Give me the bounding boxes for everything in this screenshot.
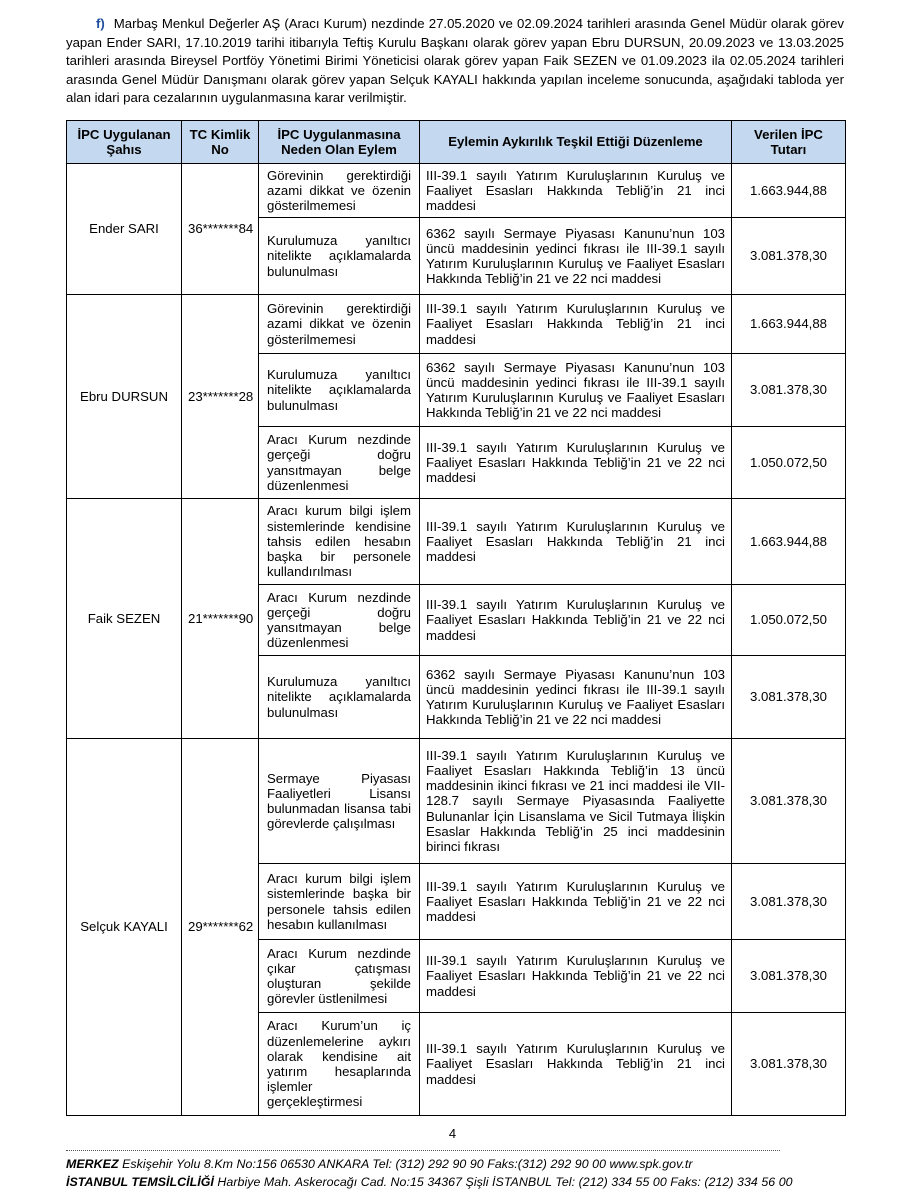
amount-cell: 3.081.378,30 xyxy=(732,940,846,1013)
header-regulation: Eylemin Aykırılık Teşkil Ettiği Düzenleme xyxy=(420,121,732,164)
header-action: İPC Uygulanmasına Neden Olan Eylem xyxy=(259,121,420,164)
item-marker: f) xyxy=(96,16,105,31)
action-cell: Aracı kurum bilgi işlem sistemlerinde başka bir personele tahsis edilen hesabın kullanılması xyxy=(259,864,420,940)
intro-text: Marbaş Menkul Değerler AŞ (Aracı Kurum) nezdinde 27.05.2020 ve 02.09.2024 tarihleri arasında Genel Müdür olarak görev yapan Ender SARI, 17.10.2019 tarihi itibarıyla Teftiş Kurulu Başkanı olarak görev yapan Ebru DURSUN, 20.09.2023 ve 13.03.2025 tarihleri arasında Bireysel Portföy Yönetimi Birimi Yöneticisi olarak görev yapan Faik SEZEN ve 01.09.2023 ila 02.05.2024 tarihleri arasında Genel Müdür Danışmanı olarak görev yapan Selçuk KAYALI hakkında yapılan inceleme sonucunda, aşağıdaki tabloda yer alan idari para cezalarının uygulanmasına karar verilmiştir. xyxy=(66,16,844,106)
regulation-cell: III-39.1 sayılı Yatırım Kuruluşlarının Kuruluş ve Faaliyet Esasları Hakkında Tebliğ’in 21 ve 22 nci maddesi xyxy=(420,427,732,499)
action-cell: Aracı Kurum nezdinde çıkar çatışması oluşturan şekilde görevler üstlenilmesi xyxy=(259,940,420,1013)
tc-number: 29*******62 xyxy=(182,739,259,1116)
footer-head-office-address: Eskişehir Yolu 8.Km No:156 06530 ANKARA Tel: (312) 292 90 90 Faks:(312) 292 90 00 www.spk.gov.tr xyxy=(118,1157,693,1171)
amount-cell: 3.081.378,30 xyxy=(732,739,846,864)
action-cell: Aracı kurum bilgi işlem sistemlerinde kendisine tahsis edilen hesabın başka bir personele kullandırılması xyxy=(259,499,420,585)
action-cell: Aracı Kurum nezdinde gerçeği doğru yansıtmayan belge düzenlenmesi xyxy=(259,585,420,656)
header-amount: Verilen İPC Tutarı xyxy=(732,121,846,164)
amount-cell: 1.050.072,50 xyxy=(732,585,846,656)
tc-number: 21*******90 xyxy=(182,499,259,739)
table-row xyxy=(67,499,846,585)
amount-cell: 3.081.378,30 xyxy=(732,354,846,427)
regulation-cell: III-39.1 sayılı Yatırım Kuruluşlarının Kuruluş ve Faaliyet Esasları Hakkında Tebliğ’in 21 inci maddesi xyxy=(420,164,732,218)
person-name: Ebru DURSUN xyxy=(67,295,182,499)
person-name: Faik SEZEN xyxy=(67,499,182,739)
action-cell: Kurulumuza yanıltıcı nitelikte açıklamalarda bulunulması xyxy=(259,354,420,427)
amount-cell: 1.663.944,88 xyxy=(732,499,846,585)
action-cell: Kurulumuza yanıltıcı nitelikte açıklamalarda bulunulması xyxy=(259,656,420,739)
regulation-cell: III-39.1 sayılı Yatırım Kuruluşlarının Kuruluş ve Faaliyet Esasları Hakkında Tebliğ’in 21 inci maddesi xyxy=(420,1013,732,1116)
regulation-cell: 6362 sayılı Sermaye Piyasası Kanunu’nun 103 üncü maddesinin yedinci fıkrası ile III-39.1 sayılı Yatırım Kuruluşlarının Kuruluş ve Faaliyet Esasları Hakkında Tebliğ’in 21 ve 22 nci maddesi xyxy=(420,354,732,427)
amount-cell: 1.663.944,88 xyxy=(732,164,846,218)
person-name: Ender SARI xyxy=(67,164,182,295)
footer-istanbul-office-label: İSTANBUL TEMSİLCİLİĞİ xyxy=(66,1175,214,1189)
action-cell: Kurulumuza yanıltıcı nitelikte açıklamalarda bulunulması xyxy=(259,218,420,295)
regulation-cell: III-39.1 sayılı Yatırım Kuruluşlarının Kuruluş ve Faaliyet Esasları Hakkında Tebliğ’in 21 ve 22 nci maddesi xyxy=(420,940,732,1013)
regulation-cell: 6362 sayılı Sermaye Piyasası Kanunu’nun 103 üncü maddesinin yedinci fıkrası ile III-39.1 sayılı Yatırım Kuruluşlarının Kuruluş ve Faaliyet Esasları Hakkında Tebliğ’in 21 ve 22 nci maddesi xyxy=(420,656,732,739)
footer-istanbul-office xyxy=(66,1175,793,1189)
amount-cell: 3.081.378,30 xyxy=(732,656,846,739)
regulation-cell: III-39.1 sayılı Yatırım Kuruluşlarının Kuruluş ve Faaliyet Esasları Hakkında Tebliğ’in 13 üncü maddesinin ikinci fıkrası ve 21 inci maddesi ile VII-128.7 sayılı Sermaye Piyasasında Faaliyette Bulunanlar İçin Lisanslama ve Sicil Tutmaya İlişkin Esaslar Hakkında Tebliğ’in 25 inci maddesinin birinci fıkrası xyxy=(420,739,732,864)
regulation-cell: 6362 sayılı Sermaye Piyasası Kanunu’nun 103 üncü maddesinin yedinci fıkrası ile III-39.1 sayılı Yatırım Kuruluşlarının Kuruluş ve Faaliyet Esasları Hakkında Tebliğ’in 21 ve 22 nci maddesi xyxy=(420,218,732,295)
table-header-row xyxy=(67,121,846,164)
footer-divider xyxy=(66,1150,780,1151)
regulation-cell: III-39.1 sayılı Yatırım Kuruluşlarının Kuruluş ve Faaliyet Esasları Hakkında Tebliğ’in 21 ve 22 nci maddesi xyxy=(420,864,732,940)
page-number: 4 xyxy=(448,1126,457,1141)
footer-head-office-label: MERKEZ xyxy=(66,1157,119,1171)
footer-head-office xyxy=(66,1157,693,1171)
regulation-cell: III-39.1 sayılı Yatırım Kuruluşlarının Kuruluş ve Faaliyet Esasları Hakkında Tebliğ’in 21 inci maddesi xyxy=(420,295,732,354)
amount-cell: 1.050.072,50 xyxy=(732,427,846,499)
action-cell: Sermaye Piyasası Faaliyetleri Lisansı bulunmadan lisansa tabi görevlerde çalışılması xyxy=(259,739,420,864)
amount-cell: 3.081.378,30 xyxy=(732,1013,846,1116)
table-row xyxy=(67,295,846,354)
amount-cell: 1.663.944,88 xyxy=(732,295,846,354)
regulation-cell: III-39.1 sayılı Yatırım Kuruluşlarının Kuruluş ve Faaliyet Esasları Hakkında Tebliğ’in 21 inci maddesi xyxy=(420,499,732,585)
penalty-table xyxy=(66,120,846,1116)
regulation-cell: III-39.1 sayılı Yatırım Kuruluşlarının Kuruluş ve Faaliyet Esasları Hakkında Tebliğ’in 21 ve 22 nci maddesi xyxy=(420,585,732,656)
person-name: Selçuk KAYALI xyxy=(67,739,182,1116)
table-row xyxy=(67,164,846,218)
action-cell: Aracı Kurum nezdinde gerçeği doğru yansıtmayan belge düzenlenmesi xyxy=(259,427,420,499)
amount-cell: 3.081.378,30 xyxy=(732,864,846,940)
table-row xyxy=(67,739,846,864)
action-cell: Görevinin gerektirdiği azami dikkat ve özenin gösterilmemesi xyxy=(259,295,420,354)
header-person: İPC Uygulanan Şahıs xyxy=(67,121,182,164)
intro-paragraph xyxy=(66,15,844,108)
amount-cell: 3.081.378,30 xyxy=(732,218,846,295)
tc-number: 36*******84 xyxy=(182,164,259,295)
footer-istanbul-office-address: Harbiye Mah. Askerocağı Cad. No:15 34367 Şişli İSTANBUL Tel: (212) 334 55 00 Faks: (212) 334 56 00 xyxy=(213,1175,793,1189)
tc-number: 23*******28 xyxy=(182,295,259,499)
action-cell: Aracı Kurum’un iç düzenlemelerine aykırı olarak kendisine ait yatırım hesaplarında işlemler gerçekleştirmesi xyxy=(259,1013,420,1116)
header-tc: TC Kimlik No xyxy=(182,121,259,164)
action-cell: Görevinin gerektirdiği azami dikkat ve özenin gösterilmemesi xyxy=(259,164,420,218)
